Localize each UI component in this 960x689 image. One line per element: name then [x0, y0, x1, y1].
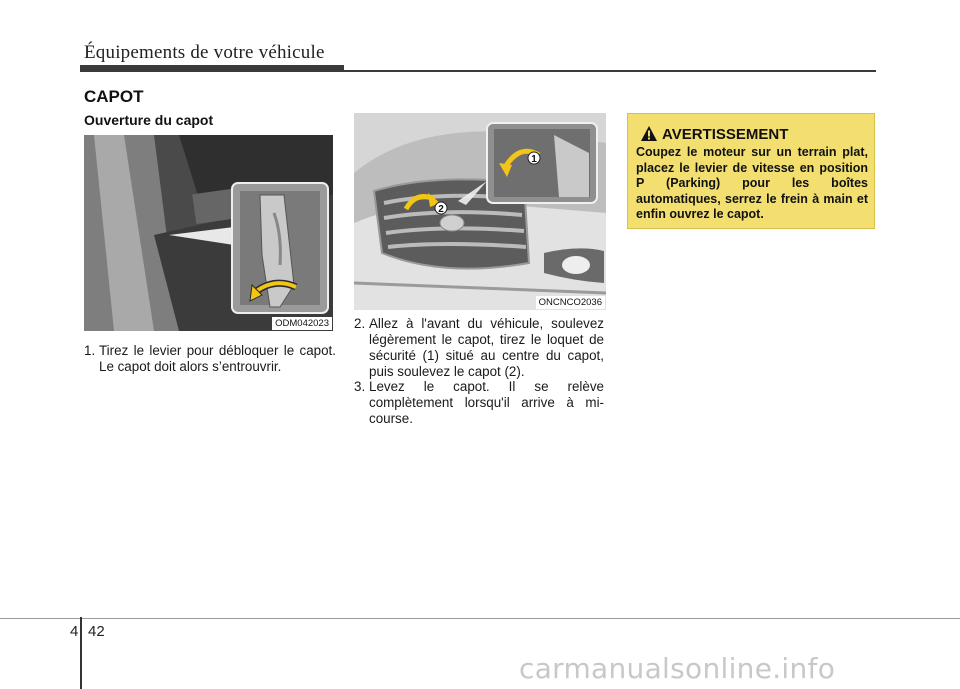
footer-rule: [0, 618, 960, 619]
figure-hood-release-lever: [84, 135, 333, 331]
figure-code: ONCNCO2036: [536, 296, 605, 309]
hood-lever-illustration: [84, 135, 333, 331]
page-number: 42: [88, 623, 105, 640]
step-number: 2.: [354, 316, 366, 331]
header-rule: [80, 70, 876, 72]
watermark: carmanualsonline.info: [519, 652, 836, 685]
instruction-step: [354, 316, 604, 380]
warning-title: AVERTISSEMENT: [662, 126, 789, 143]
instruction-step: [354, 379, 604, 427]
footer-divider: [80, 617, 82, 689]
subsection-title: Ouverture du capot: [84, 112, 214, 128]
step-text: Allez à l'avant du véhicule, soulevez légèrement le capot, tirez le loquet de sécurité (1) situé au centre du capot, puis soulevez le capot (2).: [369, 316, 604, 379]
callout-2: 2: [438, 204, 444, 215]
step-number: 1.: [84, 343, 96, 358]
instruction-step: [84, 343, 336, 375]
chapter-number: 4: [70, 623, 79, 640]
warning-box: [627, 113, 875, 229]
callout-1: 1: [531, 154, 537, 165]
step-text: Tirez le levier pour débloquer le capot. Le capot doit alors s’entrouvrir.: [99, 343, 336, 374]
warning-triangle-icon: [640, 125, 658, 142]
vehicle-front-illustration: [354, 113, 606, 310]
figure-vehicle-front: [354, 113, 606, 310]
section-title: CAPOT: [84, 87, 144, 106]
figure-code: ODM042023: [272, 317, 332, 330]
step-text: Levez le capot. Il se relève complètement lorsqu'il arrive à mi-course.: [369, 379, 604, 426]
chapter-title: Équipements de votre véhicule: [84, 42, 325, 63]
step-number: 3.: [354, 379, 366, 394]
warning-text: Coupez le moteur sur un terrain plat, placez le levier de vitesse en position P (Parking) pour les boîtes automatiques, serrez le frein à main et enfin ouvrez le capot.: [636, 145, 868, 221]
